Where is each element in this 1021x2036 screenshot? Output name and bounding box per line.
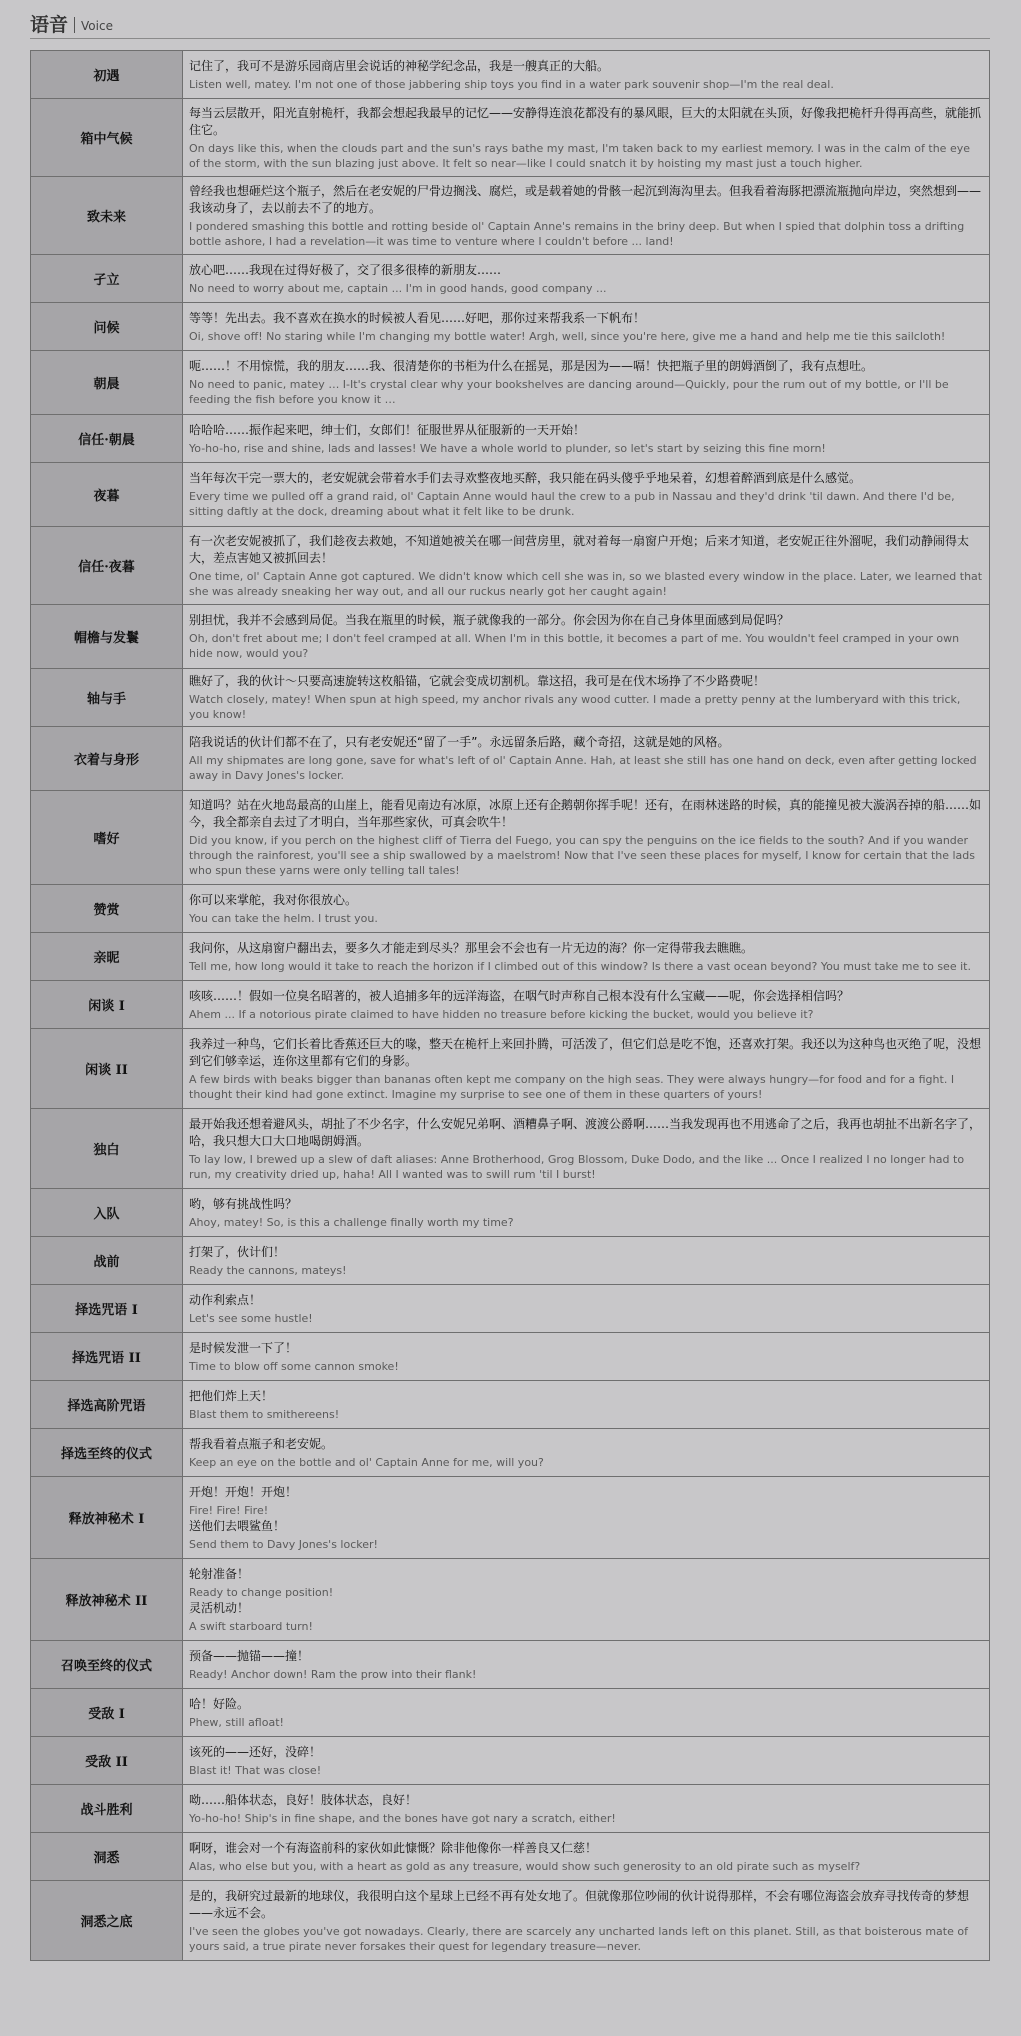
section-header [30, 12, 990, 39]
voice-row [31, 605, 990, 669]
voice-content [183, 415, 990, 463]
voice-row [31, 1109, 990, 1189]
voice-text-zh: 送他们去喂鲨鱼！ [189, 1518, 286, 1533]
voice-content [183, 1737, 990, 1785]
voice-text-zh: 放心吧……我现在过得好极了，交了很多很棒的新朋友…… [189, 262, 502, 277]
voice-text-zh: 啊呀，谁会对一个有海盗前科的家伙如此慷慨？除非他像你一样善良又仁慈！ [189, 1840, 598, 1855]
voice-text-en: Alas, who else but you, with a heart as gold as any treasure, would show such generosity to an old pirate such as myself? [189, 1859, 861, 1873]
voice-label: 受敌 II [31, 1737, 183, 1785]
voice-row [31, 669, 990, 727]
voice-text-en: Ready the cannons, mateys! [189, 1263, 347, 1277]
voice-text-zh: 知道吗？站在火地岛最高的山崖上，能看见南边有冰原，冰原上还有企鹅朝你挥手呢！还有，在雨林迷路的时候，真的能撞见被大漩涡吞掉的船……如今，我全都亲自去过了才明白，当年那些家伙，可真会吹牛！ [189, 798, 982, 829]
voice-content [183, 351, 990, 415]
voice-label: 召唤至终的仪式 [31, 1641, 183, 1689]
voice-text-zh: 灵活机动！ [189, 1600, 250, 1615]
voice-text-en: Listen well, matey. I'm not one of those jabbering ship toys you find in a water park souvenir shop—I'm the real deal. [189, 77, 834, 91]
voice-content [183, 1833, 990, 1881]
voice-text-zh: 有一次老安妮被抓了，我们趁夜去救她，不知道她被关在哪一间营房里，就对着每一扇窗户开炮；后来才知道，老安妮正往外溜呢，我们动静闹得太大，差点害她又被抓回去！ [189, 533, 970, 565]
voice-content [183, 99, 990, 177]
voice-row [31, 51, 990, 99]
voice-content [183, 605, 990, 669]
voice-text-en: Fire! Fire! Fire! [189, 1503, 269, 1517]
voice-content [183, 1429, 990, 1477]
voice-label: 帽檐与发鬟 [31, 605, 183, 669]
voice-text-en: No need to panic, matey … I-It's crystal clear why your bookshelves are dancing around—Quickly, pour the rum out of my bottle, or I'll be feeding the fish before you know it … [189, 378, 949, 406]
voice-text-en: No need to worry about me, captain ... I'm in good hands, good company ... [189, 281, 607, 295]
voice-text-en: Blast them to smithereens! [189, 1407, 340, 1421]
voice-content [183, 1477, 990, 1559]
voice-text-zh: 哟，够有挑战性吗？ [189, 1196, 298, 1211]
voice-text-zh: 帮我看着点瓶子和老安妮。 [189, 1436, 334, 1451]
voice-text-zh: 该死的——还好，没碎！ [189, 1744, 322, 1759]
voice-row [31, 527, 990, 605]
voice-content [183, 1559, 990, 1641]
voice-text-zh: 把他们炸上天！ [189, 1388, 274, 1403]
voice-text-zh: 轮射准备！ [189, 1566, 250, 1581]
voice-row [31, 463, 990, 527]
voice-content [183, 1689, 990, 1737]
voice-text-en: A few birds with beaks bigger than bananas often kept me company on the high seas. They were always hungry—for food and for a fight. I thought their kind had gone extinct. Imagine my surprise to see one of them in these quarters of yours! [189, 1072, 955, 1101]
voice-row [31, 933, 990, 981]
voice-text-zh: 哈！好险。 [189, 1696, 250, 1711]
voice-text-zh: 预备——抛锚——撞！ [189, 1648, 310, 1663]
voice-label: 择选至终的仪式 [31, 1429, 183, 1477]
voice-content [183, 1381, 990, 1429]
voice-row [31, 885, 990, 933]
voice-content [183, 51, 990, 99]
voice-text-zh: 开炮！开炮！开炮！ [189, 1484, 298, 1499]
voice-label: 释放神秘术 II [31, 1559, 183, 1641]
voice-label: 致未来 [31, 177, 183, 255]
voice-text-en: A swift starboard turn! [189, 1619, 313, 1633]
voice-label: 战斗胜利 [31, 1785, 183, 1833]
voice-content [183, 1785, 990, 1833]
voice-label: 轴与手 [31, 669, 183, 727]
voice-content [183, 933, 990, 981]
voice-text-en: Send them to Davy Jones's locker! [189, 1537, 378, 1551]
voice-text-en: All my shipmates are long gone, save for what's left of ol' Captain Anne. Hah, at least she still has one hand on deck, even after getting locked away in Davy Jones's locker. [189, 754, 977, 782]
voice-content [183, 1109, 990, 1189]
voice-content [183, 463, 990, 527]
voice-text-en: Every time we pulled off a grand raid, ol' Captain Anne would haul the crew to a pub in Nassau and they'd drink 'til dawn. And there I'd be, sitting daftly at the dock, dreaming about what it felt like to be drunk. [189, 490, 955, 518]
section-title-en: Voice [81, 19, 113, 33]
voice-text-en: Did you know, if you perch on the highest cliff of Tierra del Fuego, you can spy the penguins on the ice fields to the south? And if you wander through the rainforest, you'll see a ship swallowed by a maelstrom! Now that I've seen these places for myself, I know for certain that the lads who spun these yarns were only telling tall tales! [189, 834, 976, 877]
voice-row [31, 1881, 990, 1961]
voice-text-zh: 呃……！不用惊慌，我的朋友……我、很清楚你的书柜为什么在摇晃，那是因为——嗝！快把瓶子里的朗姆酒倒了，我有点想吐。 [189, 359, 874, 373]
voice-content [183, 727, 990, 791]
voice-text-en: Ready! Anchor down! Ram the prow into their flank! [189, 1667, 477, 1681]
voice-content [183, 885, 990, 933]
voice-content [183, 177, 990, 255]
voice-label: 夜暮 [31, 463, 183, 527]
voice-label: 赞赏 [31, 885, 183, 933]
voice-row [31, 1477, 990, 1559]
voice-content [183, 527, 990, 605]
voice-label: 择选咒语 II [31, 1333, 183, 1381]
voice-text-en: Blast it! That was close! [189, 1763, 322, 1777]
voice-row [31, 99, 990, 177]
voice-row [31, 1189, 990, 1237]
voice-content [183, 791, 990, 885]
voice-row [31, 1833, 990, 1881]
voice-text-zh: 每当云层散开，阳光直射桅杆，我都会想起我最早的记忆——安静得连浪花都没有的暴风眼，巨大的太阳就在头顶，好像我把桅杆升得再高些，就能抓住它。 [189, 105, 982, 137]
voice-text-en: Oi, shove off! No staring while I'm changing my bottle water! Argh, well, since you're here, give me a hand and help me tie this sailcloth! [189, 329, 946, 343]
voice-text-zh: 呦……船体状态，良好！肢体状态，良好！ [189, 1792, 418, 1807]
voice-text-zh: 打架了，伙计们！ [189, 1244, 286, 1259]
voice-row [31, 1029, 990, 1109]
voice-text-en: One time, ol' Captain Anne got captured. We didn't know which cell she was in, so we blasted every window in the place. Later, we learned that she was already sneaking her way out, and all our ruckus nearly got her caught again! [189, 569, 983, 598]
voice-text-en: Time to blow off some cannon smoke! [189, 1359, 399, 1373]
voice-row [31, 1285, 990, 1333]
voice-text-zh: 动作利索点！ [189, 1292, 262, 1307]
voice-row [31, 1559, 990, 1641]
voice-row [31, 1237, 990, 1285]
voice-row [31, 1689, 990, 1737]
voice-row [31, 1381, 990, 1429]
voice-text-zh: 瞧好了，我的伙计～只要高速旋转这枚船锚，它就会变成切割机。靠这招，我可是在伐木场挣了不少路费呢！ [189, 674, 766, 688]
voice-content [183, 1189, 990, 1237]
voice-text-en: Ahem ... If a notorious pirate claimed to have hidden no treasure before kicking the bucket, would you believe it? [189, 1007, 814, 1021]
voice-label: 独白 [31, 1109, 183, 1189]
voice-text-en: Yo-ho-ho! Ship's in fine shape, and the bones have got nary a scratch, either! [189, 1811, 616, 1825]
voice-label: 信任·夜暮 [31, 527, 183, 605]
voice-label: 孑立 [31, 255, 183, 303]
voice-label: 闲谈 I [31, 981, 183, 1029]
voice-label: 箱中气候 [31, 99, 183, 177]
voice-text-zh: 当年每次干完一票大的，老安妮就会带着水手们去寻欢整夜地买醉，我只能在码头傻乎乎地呆着，幻想着醉酒到底是什么感觉。 [189, 471, 862, 485]
voice-content [183, 1881, 990, 1961]
voice-text-en: Phew, still afloat! [189, 1715, 284, 1729]
voice-row [31, 1785, 990, 1833]
voice-text-zh: 别担忧，我并不会感到局促。当我在瓶里的时候，瓶子就像我的一部分。你会因为你在自己身体里面感到局促吗？ [189, 613, 790, 627]
voice-label: 闲谈 II [31, 1029, 183, 1109]
voice-row [31, 415, 990, 463]
voice-content [183, 1641, 990, 1689]
voice-text-zh: 我养过一种鸟，它们长着比香蕉还巨大的喙，整天在桅杆上来回扑腾，可活泼了，但它们总是吃不饱，还喜欢打架。我还以为这种鸟也灭绝了呢，没想到它们够幸运，连你这里都有它们的身影。 [189, 1036, 982, 1068]
voice-text-zh: 曾经我也想砸烂这个瓶子，然后在老安妮的尸骨边搁浅、腐烂，或是载着她的骨骸一起沉到海沟里去。但我看着海豚把漂流瓶抛向岸边，突然想到——我该动身了，去以前去不了的地方。 [189, 183, 982, 215]
voice-text-en: Watch closely, matey! When spun at high speed, my anchor rivals any wood cutter. I made a pretty penny at the lumberyard with this trick, you know! [189, 693, 961, 721]
voice-text-zh: 是时候发泄一下了！ [189, 1340, 298, 1355]
voice-text-en: Tell me, how long would it take to reach the horizon if I climbed out of this window? Is there a vast ocean beyond? You must take me to see it. [189, 959, 971, 973]
voice-row [31, 1737, 990, 1785]
voice-label: 嗜好 [31, 791, 183, 885]
voice-label: 初遇 [31, 51, 183, 99]
section-title-zh: 语音 [30, 14, 69, 36]
voice-label: 亲昵 [31, 933, 183, 981]
voice-row [31, 255, 990, 303]
voice-content [183, 1029, 990, 1109]
voice-label: 入队 [31, 1189, 183, 1237]
voice-text-zh: 最开始我还想着避风头，胡扯了不少名字，什么安妮兄弟啊、酒糟鼻子啊、渡渡公爵啊……当我发现再也不用逃命了之后，我再也胡扯不出新名字了，哈，我只想大口大口地喝朗姆酒。 [189, 1116, 982, 1148]
voice-content [183, 981, 990, 1029]
voice-label: 择选咒语 I [31, 1285, 183, 1333]
voice-label: 衣着与身形 [31, 727, 183, 791]
voice-text-en: Oh, don't fret about me; I don't feel cramped at all. When I'm in this bottle, it becomes a part of me. You wouldn't feel cramped in your own hide now, would you? [189, 632, 960, 660]
voice-row [31, 177, 990, 255]
voice-row [31, 351, 990, 415]
voice-text-zh: 是的，我研究过最新的地球仪，我很明白这个星球上已经不再有处女地了。但就像那位吵闹的伙计说得那样，不会有哪位海盗会放弃寻找传奇的梦想——永远不会。 [189, 1888, 970, 1920]
voice-text-zh: 哈哈哈……振作起来吧，绅士们，女郎们！征服世界从征服新的一天开始！ [189, 422, 586, 437]
voice-label: 信任·朝晨 [31, 415, 183, 463]
voice-text-en: Keep an eye on the bottle and ol' Captain Anne for me, will you? [189, 1455, 544, 1469]
voice-row [31, 1641, 990, 1689]
voice-text-zh: 我问你，从这扇窗户翻出去，要多久才能走到尽头？那里会不会也有一片无边的海？你一定得带我去瞧瞧。 [189, 940, 754, 955]
voice-content [183, 303, 990, 351]
voice-text-zh: 等等！先出去。我不喜欢在换水的时候被人看见……好吧，那你过来帮我系一下帆布！ [189, 310, 646, 325]
voice-content [183, 255, 990, 303]
voice-label: 问候 [31, 303, 183, 351]
voice-row [31, 1333, 990, 1381]
voice-text-zh: 咳咳……！假如一位臭名昭著的，被人追捕多年的远洋海盗，在咽气时声称自己根本没有什么宝藏——呢，你会选择相信吗？ [189, 988, 850, 1003]
voice-label: 择选高阶咒语 [31, 1381, 183, 1429]
voice-content [183, 1285, 990, 1333]
voice-text-en: I've seen the globes you've got nowadays. Clearly, there are scarcely any uncharted lands left on this planet. Still, as that boisterous mate of yours said, a true pirate never forsakes their quest for legendary treasure—never. [189, 1924, 968, 1953]
voice-row [31, 727, 990, 791]
voice-label: 洞悉 [31, 1833, 183, 1881]
voice-content [183, 1333, 990, 1381]
voice-row [31, 791, 990, 885]
voice-text-zh: 陪我说话的伙计们都不在了，只有老安妮还“留了一手”。永远留条后路，藏个奇招，这就是她的风格。 [189, 735, 730, 749]
voice-label: 释放神秘术 I [31, 1477, 183, 1559]
voice-text-en: Ready to change position! [189, 1585, 334, 1599]
voice-text-en: Ahoy, matey! So, is this a challenge finally worth my time? [189, 1215, 514, 1229]
voice-row [31, 1429, 990, 1477]
voice-label: 朝晨 [31, 351, 183, 415]
voice-label: 受敌 I [31, 1689, 183, 1737]
voice-text-zh: 你可以来掌舵，我对你很放心。 [189, 892, 358, 907]
voice-text-en: Let's see some hustle! [189, 1311, 313, 1325]
voice-content [183, 1237, 990, 1285]
voice-content [183, 669, 990, 727]
voice-text-en: Yo-ho-ho, rise and shine, lads and lasses! We have a whole world to plunder, so let's start by seizing this fine morn! [189, 441, 826, 455]
voice-text-en: On days like this, when the clouds part and the sun's rays bathe my mast, I'm taken back to my earliest memory. I was in the calm of the eye of the storm, with the sun blazing just above. It felt so near—like I could snatch it by hoisting my mast just a touch higher. [189, 141, 970, 170]
voice-text-en: You can take the helm. I trust you. [189, 911, 378, 925]
voice-label: 战前 [31, 1237, 183, 1285]
voice-label: 洞悉之底 [31, 1881, 183, 1961]
voice-text-zh: 记住了，我可不是游乐园商店里会说话的神秘学纪念品，我是一艘真正的大船。 [189, 58, 610, 73]
voice-lines-table [30, 50, 990, 1961]
title-divider [74, 17, 75, 33]
voice-row [31, 981, 990, 1029]
voice-text-en: To lay low, I brewed up a slew of daft aliases: Anne Brotherhood, Grog Blossom, Duke Dodo, and the like ... Once I realized I no longer had to run, my creativity dried up, haha! All I wanted was to swill rum 'til I burst! [189, 1152, 965, 1181]
voice-text-en: I pondered smashing this bottle and rotting beside ol' Captain Anne's remains in the briny deep. But when I spied that dolphin toss a drifting bottle ashore, I had a revelation—it was time to venture where I couldn't before ... land! [189, 219, 965, 248]
voice-row [31, 303, 990, 351]
